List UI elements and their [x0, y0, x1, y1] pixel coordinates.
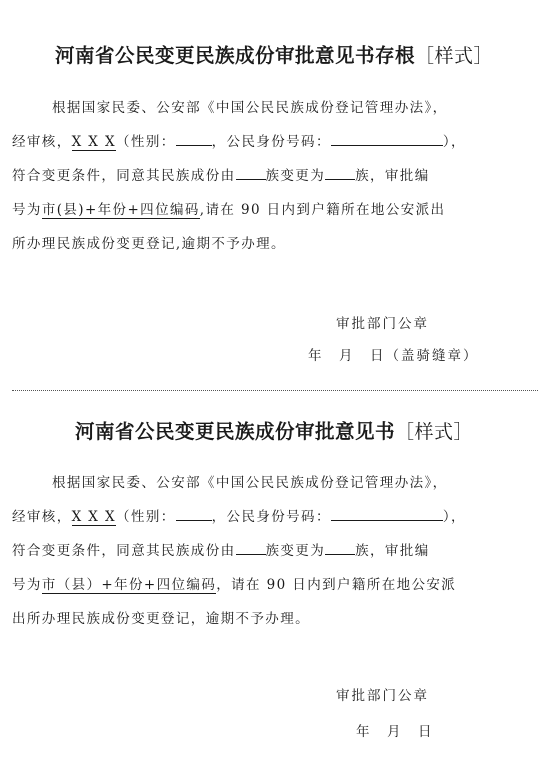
form-text-4a: 号为: [12, 577, 42, 593]
form-title: [0, 416, 548, 444]
form-approval-code: 市（县）+年份+四位编码: [41, 577, 217, 593]
stub-line-3: [12, 159, 538, 193]
form-text-3b: 族变更为: [265, 543, 326, 559]
stub-from-ethnicity-blank[interactable]: [236, 166, 266, 180]
stub-stamp-label: 审批部门公章: [336, 316, 429, 332]
stub-to-ethnicity-blank[interactable]: [325, 166, 355, 180]
form-to-ethnicity-blank[interactable]: [325, 541, 355, 555]
stub-title: [0, 40, 548, 68]
stub-text-4b: ,请在 90 日内到户籍所在地公安派出: [199, 202, 446, 218]
form-stamp-label: 审批部门公章: [336, 688, 429, 704]
form-gender-blank[interactable]: [176, 507, 212, 521]
form-text-2c: ，公民身份号码：: [211, 509, 331, 525]
stub-text-5: 所办理民族成份变更登记,逾期不予办理。: [12, 236, 286, 252]
stub-title-text: 河南省公民变更民族成份审批意见书存根: [54, 44, 415, 67]
form-text-4b: ，请在 90 日内到户籍所在地公安派: [216, 577, 457, 593]
stub-approval-code: 市(县)+年份+四位编码: [41, 202, 200, 218]
stub-line-4: [12, 193, 538, 227]
stub-text-3c: 族，审批编: [355, 168, 430, 184]
stub-text-2b: （性别：: [116, 134, 176, 150]
form-text-3a: 符合变更条件，同意其民族成份由: [12, 543, 236, 559]
form-applicant-name: X X X: [71, 509, 117, 525]
form-line-5: [12, 602, 538, 636]
stub-text-3a: 符合变更条件，同意其民族成份由: [12, 168, 236, 184]
stub-text-4a: 号为: [12, 202, 42, 218]
stub-text-2d: ），: [442, 134, 466, 150]
stub-line-2: [12, 125, 538, 159]
stub-id-number-blank[interactable]: [331, 132, 443, 146]
stub-text-3b: 族变更为: [265, 168, 326, 184]
form-body: [12, 466, 538, 636]
stub-text-2c: ，公民身份号码：: [211, 134, 331, 150]
stub-body: [12, 91, 538, 261]
perforation-divider: [12, 390, 538, 391]
stub-title-tag: ［样式］: [415, 45, 494, 67]
form-line-1: [12, 466, 538, 500]
form-date-line: 年 月 日: [356, 724, 434, 740]
form-from-ethnicity-blank[interactable]: [236, 541, 266, 555]
stub-gender-blank[interactable]: [176, 132, 212, 146]
form-id-number-blank[interactable]: [331, 507, 443, 521]
form-text-5: 出所办理民族成份变更登记，逾期不予办理。: [12, 611, 310, 627]
stub-text-2a: 经审核，: [12, 134, 72, 150]
form-text-2b: （性别：: [116, 509, 176, 525]
stub-applicant-name: X X X: [71, 134, 117, 150]
stub-date-line: 年 月 日（盖骑缝章）: [308, 348, 479, 364]
form-title-text: 河南省公民变更民族成份审批意见书: [74, 420, 395, 443]
form-line-4: [12, 568, 538, 602]
form-text-2d: ），: [442, 509, 466, 525]
form-title-tag: ［样式］: [395, 421, 474, 443]
form-text-3c: 族，审批编: [355, 543, 430, 559]
form-line-3: [12, 534, 538, 568]
form-text-2a: 经审核，: [12, 509, 72, 525]
stub-line-1: [12, 91, 538, 125]
form-text-1: 根据国家民委、公安部《中国公民民族成份登记管理办法》，: [52, 475, 448, 491]
stub-line-5: [12, 227, 538, 261]
form-line-2: [12, 500, 538, 534]
stub-text-1: 根据国家民委、公安部《中国公民民族成份登记管理办法》，: [52, 100, 448, 116]
